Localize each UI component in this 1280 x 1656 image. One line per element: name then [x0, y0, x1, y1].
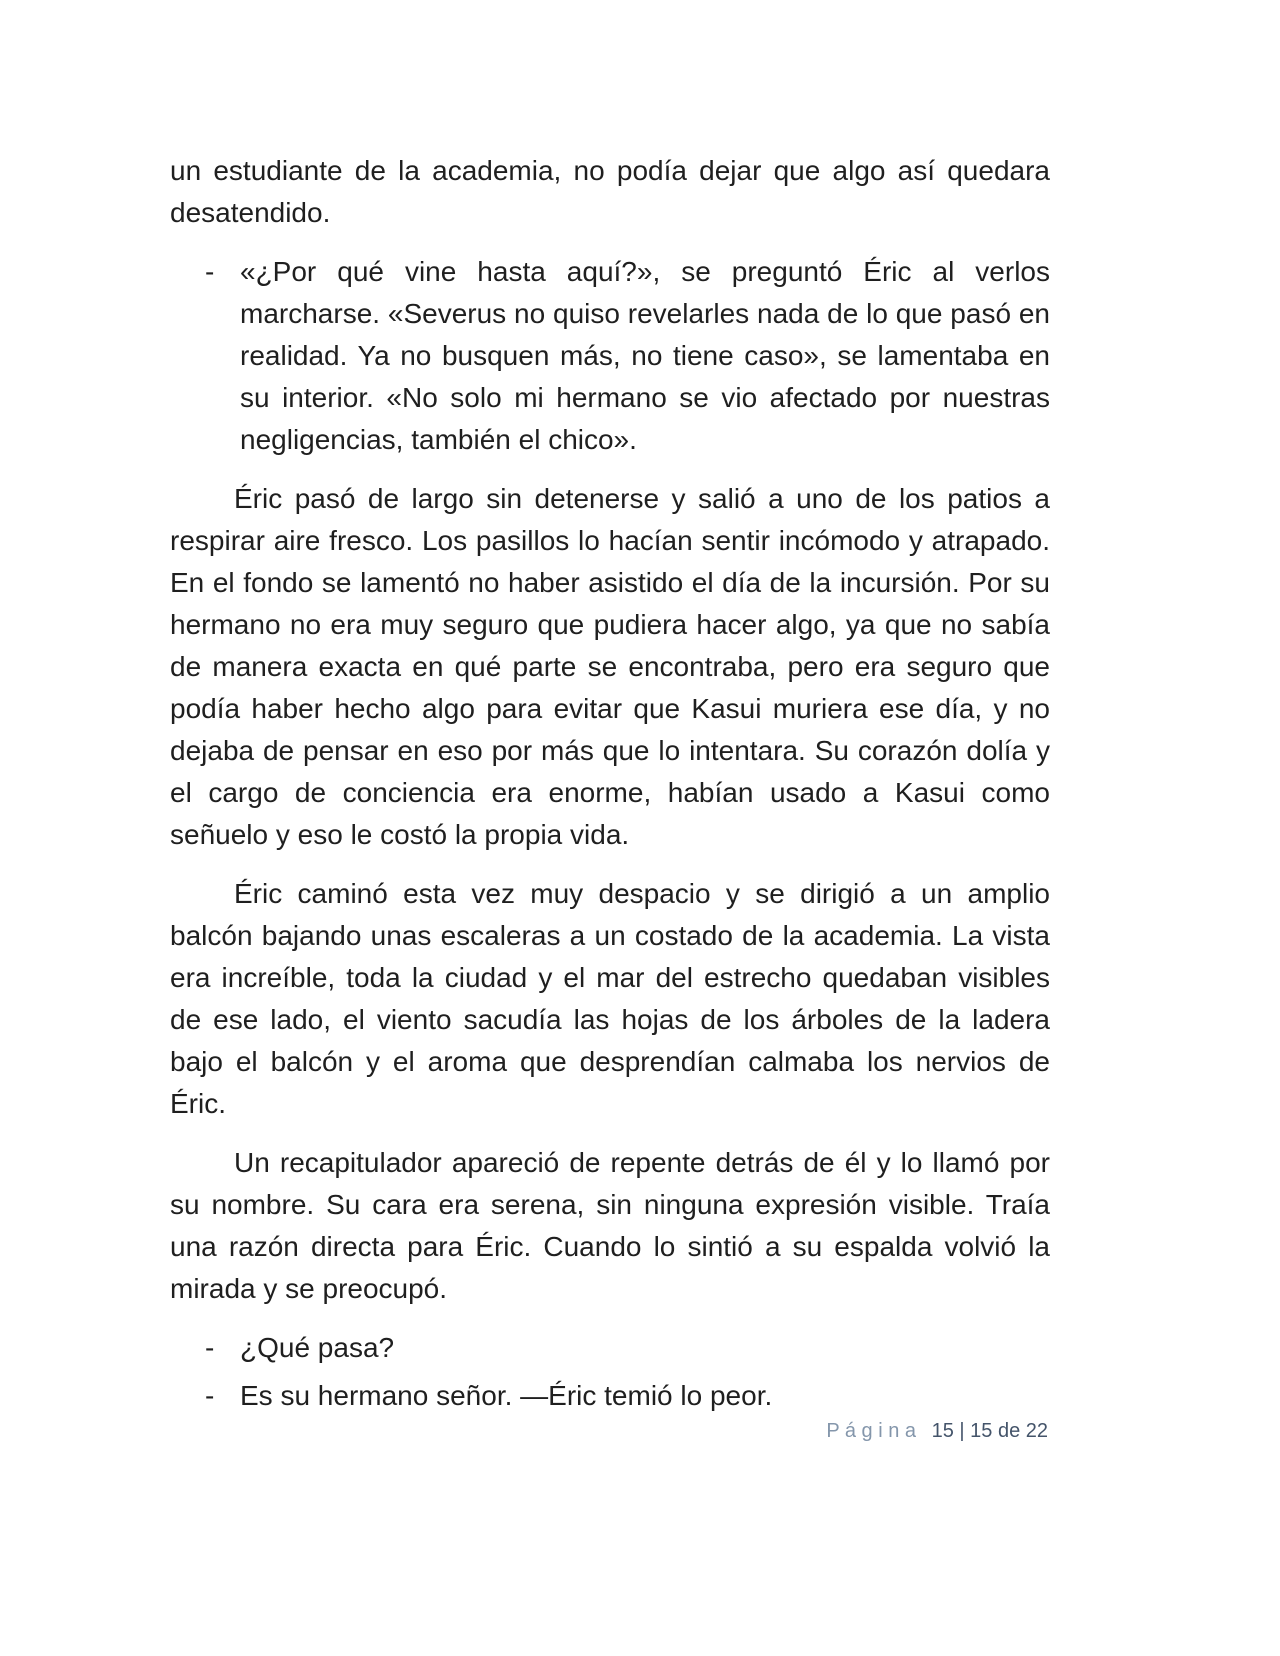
- paragraph-continuation: un estudiante de la academia, no podía dejar que algo así quedara desatendido.: [170, 155, 1050, 228]
- paragraph: Éric caminó esta vez muy despacio y se dirigió a un amplio balcón bajando unas escaleras a un costado de la academia. La vista era increíble, toda la ciudad y el mar del estrecho quedaban visibles de ese lado, el viento sacudía las hojas de los árboles de la ladera bajo el balcón y el aroma que desprendían calmaba los nervios de Éric.: [170, 878, 1050, 1119]
- dash-item-text: Es su hermano señor. —Éric temió lo peor.: [240, 1380, 773, 1411]
- dash-list-item: [170, 1375, 1050, 1417]
- page-footer: [826, 1420, 1048, 1443]
- footer-page-label: P á g i n a: [826, 1420, 917, 1442]
- dash-item-text: ¿Qué pasa?: [240, 1332, 395, 1363]
- page-body-text: [170, 150, 1050, 1417]
- dash-list-item: [170, 251, 1050, 461]
- dash-item-text: «¿Por qué vine hasta aquí?», se preguntó Éric al verlos marcharse. «Severus no quiso revelarles nada de lo que pasó en realidad. Ya no busquen más, no tiene caso», se lamentaba en su interior. «No solo mi hermano se vio afectado por nuestras negligencias, también el chico».: [240, 256, 1050, 455]
- dash-marker: -: [205, 1380, 215, 1411]
- dash-marker: -: [205, 1332, 215, 1363]
- dash-list-item: [170, 1327, 1050, 1369]
- dash-marker: -: [205, 256, 215, 287]
- paragraph: Éric pasó de largo sin detenerse y salió a uno de los patios a respirar aire fresco. Los pasillos lo hacían sentir incómodo y atrapado. En el fondo se lamentó no haber asistido el día de la incursión. Por su hermano no era muy seguro que pudiera hacer algo, ya que no sabía de manera exacta en qué parte se encontraba, pero era seguro que podía haber hecho algo para evitar que Kasui muriera ese día, y no dejaba de pensar en eso por más que lo intentara. Su corazón dolía y el cargo de conciencia era enorme, habían usado a Kasui como señuelo y eso le costó la propia vida.: [170, 483, 1050, 850]
- footer-page-number: 15 | 15 de 22: [931, 1420, 1048, 1442]
- paragraph: Un recapitulador apareció de repente detrás de él y lo llamó por su nombre. Su cara era serena, sin ninguna expresión visible. Traía una razón directa para Éric. Cuando lo sintió a su espalda volvió la mirada y se preocupó.: [170, 1147, 1050, 1304]
